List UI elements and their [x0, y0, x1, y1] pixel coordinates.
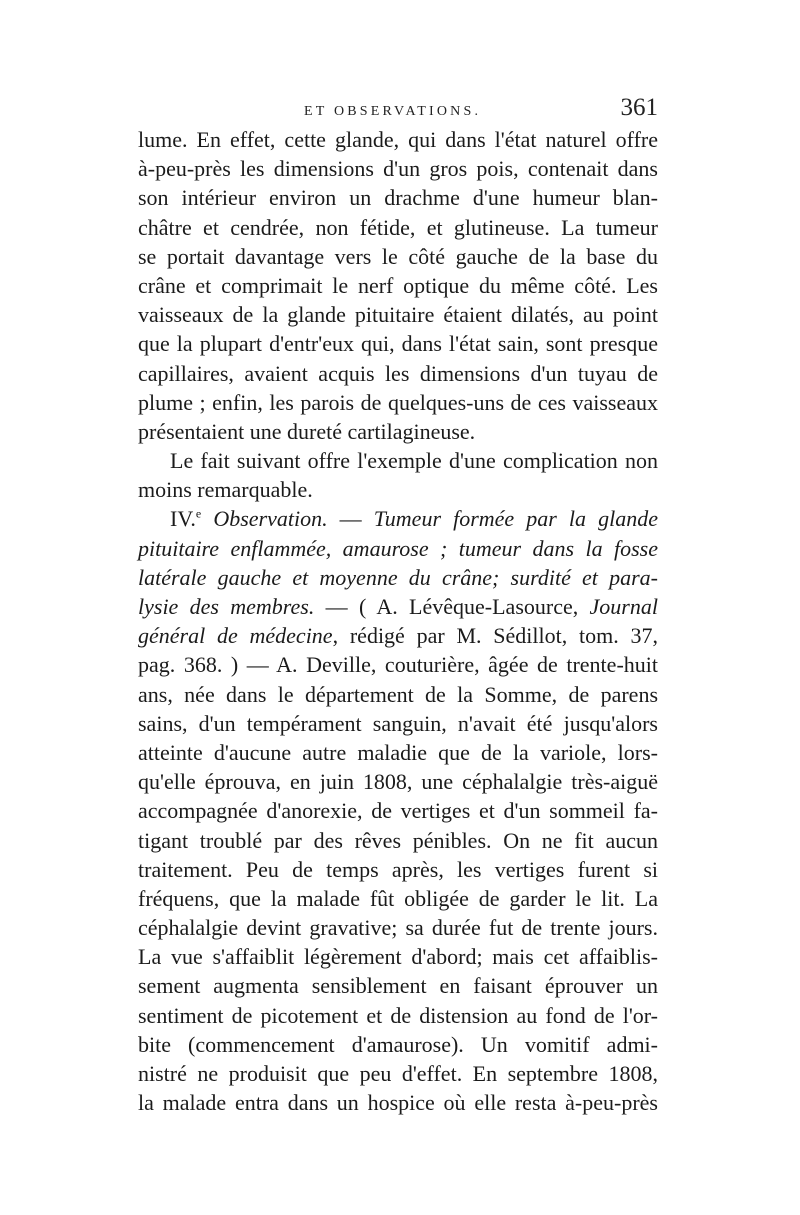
text-line: atteinte d'aucune autre maladie que de la variole, lors- — [138, 739, 658, 765]
text-line: La vue s'affaiblit légèrement d'abord; mais cet affaiblis- — [138, 944, 658, 970]
text-line: châtre et cendrée, non fétide, et glutineuse. La tumeur — [138, 214, 658, 240]
text-line: Le fait suivant offre l'exemple d'une complication non — [170, 448, 658, 474]
text-line: ans, née dans le département de la Somme, de parens — [138, 681, 658, 707]
text-line: se portait davantage vers le côté gauche de la base du — [138, 243, 658, 269]
observation-dash: — — [327, 506, 374, 532]
observation-title-line: latérale gauche et moyenne du crâne; surdité et para- — [138, 564, 658, 590]
observation-heading-line — [138, 504, 658, 533]
observation-citation-line — [138, 621, 658, 650]
text-line: bite (commencement d'amaurose). Un vomitif admi- — [138, 1031, 658, 1057]
citation-details: , rédigé par M. Sédillot, tom. 37, — [332, 623, 659, 649]
text-line: que la plupart d'entr'eux qui, dans l'état sain, sont presque — [138, 331, 658, 357]
text-line: fréquens, que la malade fût obligée de garder le lit. La — [138, 885, 658, 911]
text-line: plume ; enfin, les parois de quelques-uns de ces vaisseaux — [138, 389, 658, 415]
text-line: céphalalgie devint gravative; sa durée fut de trente jours. — [138, 915, 658, 941]
running-header — [138, 94, 658, 124]
text-line: tigant troublé par des rêves pénibles. On ne fit aucun — [138, 827, 658, 853]
observation-citation-line — [138, 592, 658, 621]
text-line: accompagnée d'anorexie, de vertiges et d'un sommeil fa- — [138, 798, 658, 824]
text-line: capillaires, avaient acquis les dimensions d'un tuyau de — [138, 360, 658, 386]
text-line: lume. En effet, cette glande, qui dans l'état naturel offre — [138, 127, 658, 152]
text-line: sains, d'un tempérament sanguin, n'avait été jusqu'alors — [138, 710, 658, 736]
text-line: crâne et comprimait le nerf optique du même côté. Les — [138, 272, 658, 298]
text-line: pag. 368. ) — A. Deville, couturière, âgée de trente-huit — [138, 652, 658, 678]
observation-title-part: lysie des membres. — [138, 594, 315, 619]
observation-label: Observation. — [213, 506, 328, 532]
observation-title-part: Tumeur formée par la glande — [373, 506, 658, 532]
text-line: sentiment de picotement et de distension au fond de l'or- — [138, 1002, 658, 1028]
text-line: sement augmenta sensiblement en faisant éprouver un — [138, 973, 658, 999]
observation-ordinal-suffix: e — [195, 507, 202, 522]
text-line: la malade entra dans un hospice où elle resta à-peu-près — [138, 1090, 658, 1116]
journal-title: Journal — [589, 594, 658, 619]
journal-title: général de médecine — [138, 623, 333, 649]
observation-title-line: pituitaire enflammée, amaurose ; tumeur dans la fosse — [138, 535, 658, 561]
text-line: son intérieur environ un drachme d'une humeur blan- — [138, 185, 658, 211]
text-line: à-peu-près les dimensions d'un gros pois, contenait dans — [138, 156, 658, 182]
citation-author: — ( A. Lévêque-Lasource, — [314, 594, 590, 619]
text-line: vaisseaux de la glande pituitaire étaient dilatés, au point — [138, 302, 658, 328]
body-text — [138, 125, 658, 1117]
text-line: traitement. Peu de temps après, les vertiges furent si — [138, 856, 658, 882]
text-line: nistré ne produisit que peu d'effet. En septembre 1808, — [138, 1061, 658, 1086]
text-line: présentaient une dureté cartilagineuse. — [138, 418, 476, 444]
text-line: moins remarquable. — [138, 477, 313, 503]
observation-number: IV. — [170, 506, 196, 532]
text-line: qu'elle éprouva, en juin 1808, une céphalalgie très-aiguë — [138, 769, 658, 795]
page-number: 361 — [620, 94, 658, 121]
running-title: ET OBSERVATIONS. — [304, 104, 482, 119]
